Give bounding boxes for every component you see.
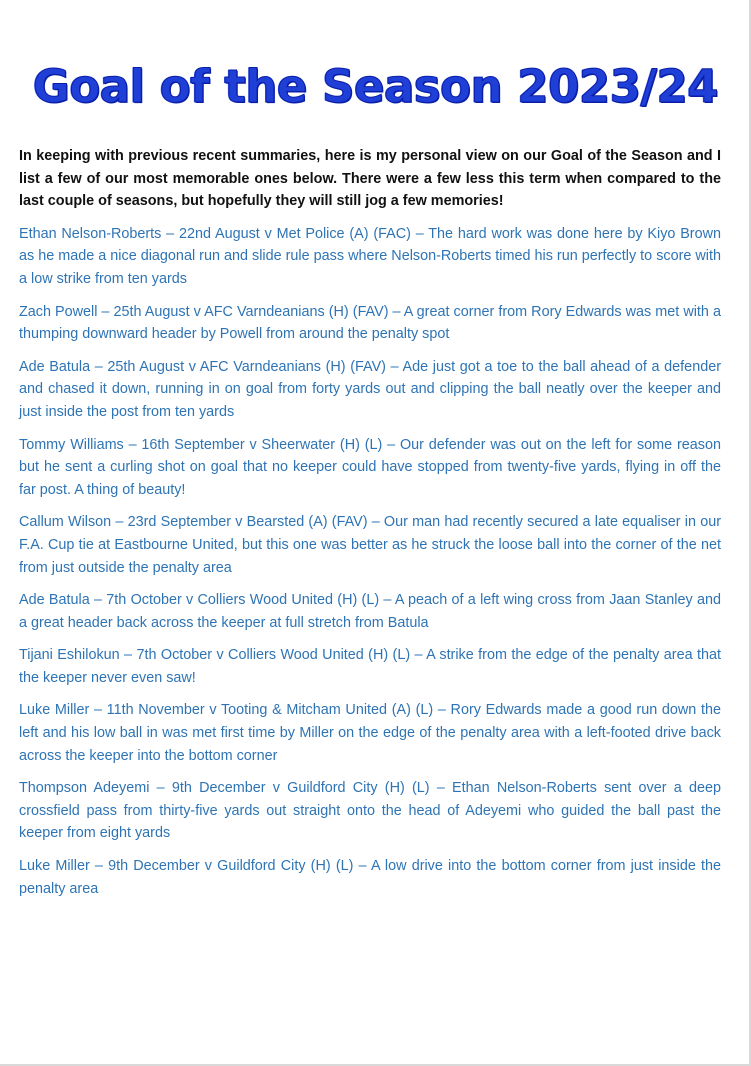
goal-entry: Ade Batula – 7th October v Colliers Wood United (H) (L) – A peach of a left wing cross from Jaan Stanley and a great header back across the keeper at full stretch from Batula [19, 592, 721, 631]
goal-entry: Luke Miller – 11th November v Tooting & Mitcham United (A) (L) – Rory Edwards made a good run down the left and his low ball in was met first time by Miller on the edge of the penalty area with a left-footed drive back across the keeper into the bottom corner [19, 702, 721, 764]
goal-entry: Luke Miller – 9th December v Guildford City (H) (L) – A low drive into the bottom corner from just inside the penalty area [19, 858, 721, 897]
goal-entry: Zach Powell – 25th August v AFC Varndeanians (H) (FAV) – A great corner from Rory Edwards was met with a thumping downward header by Powell from around the penalty spot [19, 303, 721, 343]
goal-entry: Tommy Williams – 16th September v Sheerwater (H) (L) – Our defender was out on the left for some reason but he sent a curling shot on goal that no keeper could have stopped from twenty-five yards, flying in off the far post. A thing of beauty! [19, 436, 721, 498]
goal-entry: Thompson Adeyemi – 9th December v Guildford City (H) (L) – Ethan Nelson-Roberts sent over a deep crossfield pass from thirty-five yards out straight onto the head of Adeyemi who guided the ball past the keeper from eight yards [19, 780, 721, 842]
document-body [19, 145, 721, 910]
goal-entry: Callum Wilson – 23rd September v Bearsted (A) (FAV) – Our man had recently secured a late equaliser in our F.A. Cup tie at Eastbourne United, but this one was better as he struck the loose ball into the corner of the net from just outside the penalty area [19, 514, 721, 576]
goal-entry: Tijani Eshilokun – 7th October v Colliers Wood United (H) (L) – A strike from the edge of the penalty area that the keeper never even saw! [19, 647, 721, 686]
goal-entry: Ethan Nelson-Roberts – 22nd August v Met Police (A) (FAC) – The hard work was done here by Kiyo Brown as he made a nice diagonal run and slide rule pass where Nelson-Roberts timed his run perfectly to score with a low strike from ten yards [19, 225, 721, 287]
goal-entry: Ade Batula – 25th August v AFC Varndeanians (H) (FAV) – Ade just got a toe to the ball ahead of a defender and chased it down, running in on goal from forty yards out and clipping the ball neatly over the keeper and just inside the post from ten yards [19, 358, 721, 420]
intro-paragraph: In keeping with previous recent summaries, here is my personal view on our Goal of the Season and I list a few of our most memorable ones below. There were a few less this term when compared to the last couple of seasons, but hopefully they will still jog a few memories! [19, 148, 721, 210]
page-title: Goal of the Season 2023/24 [32, 60, 719, 113]
